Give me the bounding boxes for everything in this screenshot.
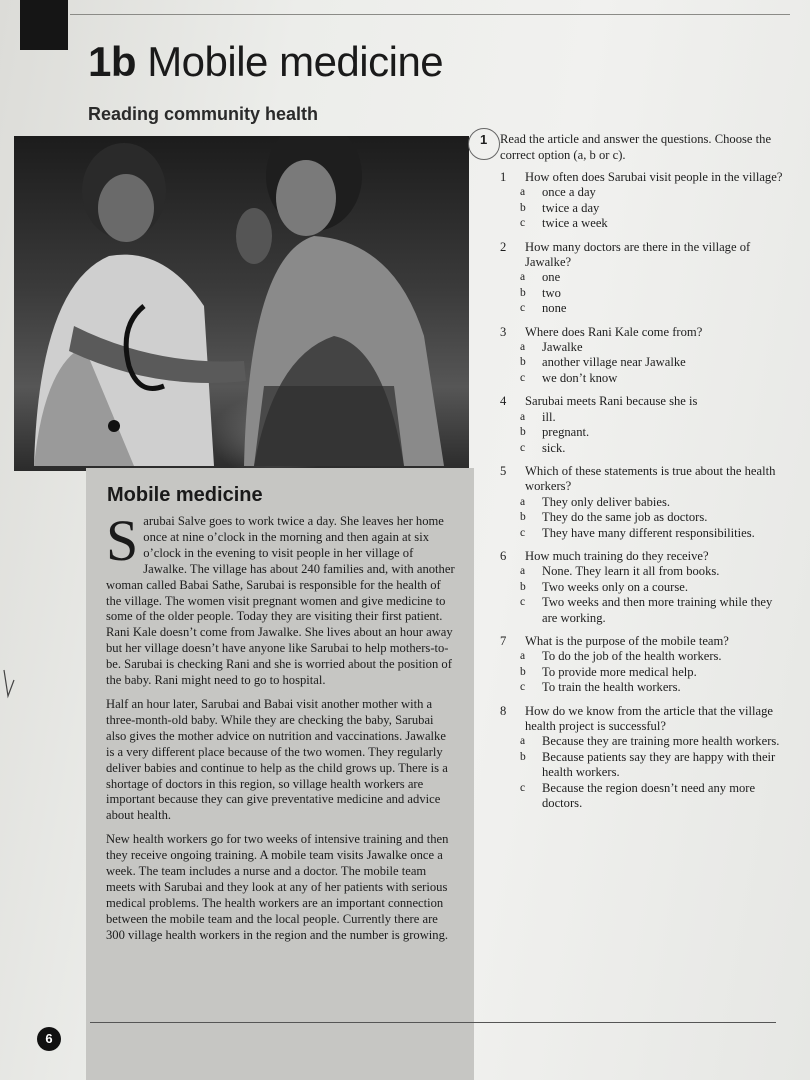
page-number: 6	[37, 1027, 61, 1051]
option-text: They only deliver babies.	[542, 494, 670, 509]
answer-option	[520, 750, 790, 781]
answer-option	[520, 781, 790, 812]
option-letter: b	[520, 511, 526, 524]
question-number: 1	[500, 170, 507, 184]
option-letter: a	[520, 650, 526, 663]
question-list	[500, 170, 790, 819]
question-number: 3	[500, 324, 507, 339]
drop-cap: S	[106, 508, 139, 573]
option-text: Because the region doesn’t need any more doctors.	[542, 780, 756, 811]
question-item	[500, 170, 790, 232]
question-number: 8	[500, 703, 507, 718]
answer-option	[520, 564, 790, 579]
question-number: 4	[500, 394, 507, 409]
option-text: twice a week	[542, 216, 608, 231]
question-text: Sarubai meets Rani because she is	[525, 394, 698, 409]
question-item	[500, 394, 790, 456]
option-letter: b	[520, 580, 526, 593]
answer-option	[520, 301, 790, 316]
answer-option	[520, 410, 790, 425]
answer-option	[520, 425, 790, 440]
answer-option	[520, 649, 790, 664]
task-number: 1	[480, 132, 488, 147]
section-subtitle: Reading community health	[88, 104, 319, 124]
answer-option	[520, 355, 790, 370]
photo	[14, 136, 469, 471]
option-letter: c	[520, 526, 526, 539]
option-text: To provide more medical help.	[542, 664, 697, 679]
option-letter: c	[520, 217, 526, 230]
option-text: two	[542, 285, 561, 300]
option-text: None. They learn it all from books.	[542, 564, 720, 579]
answer-option	[520, 371, 790, 386]
option-letter: a	[520, 410, 526, 423]
question-text: How many doctors are there in the village of Jawalke?	[525, 239, 751, 270]
answer-option	[520, 270, 790, 285]
option-text: Two weeks and then more training while they are working.	[542, 595, 773, 625]
option-text: we don’t know	[542, 370, 618, 385]
option-text: one	[542, 270, 561, 285]
option-letter: c	[520, 371, 526, 384]
option-letter: b	[520, 426, 526, 439]
option-letter: c	[520, 441, 526, 454]
answer-option	[520, 580, 790, 595]
option-letter: a	[520, 186, 526, 199]
task-text: Read the article and answer the questions. Choose the correct option (a, b or c).	[500, 132, 772, 162]
answer-option	[520, 441, 790, 456]
paragraph-1-text: arubai Salve goes to work twice a day. She leaves her home once at nine o’clock in the morning and then again at six o’clock in the evening to visit people in her village of Jawalke. The village has about 240 families and, with another woman called Babai Sathe, Sarubai is responsible for the health of the village. The women visit pregnant women and give medicine to some of the older people. Today they are visiting their first patient. Rani Kale doesn’t come from Jawalke. She lives about an hour away but her village doesn’t have anyone like Sarubai to help mothers-to-be. Sarubai is checking Rani and she is worried about the position of the baby. Rani might need to go to hospital.	[106, 514, 455, 688]
question-text: How often does Sarubai visit people in the village?	[525, 170, 783, 184]
pencil-check-mark	[2, 668, 16, 700]
article-title: Mobile medicine	[107, 484, 263, 506]
answer-option	[520, 734, 790, 749]
answer-option	[520, 201, 790, 216]
article-body	[106, 508, 456, 952]
top-rule	[70, 14, 790, 15]
photo-illustration	[14, 136, 469, 471]
answer-option	[520, 216, 790, 231]
option-text: They have many different responsibilities.	[542, 525, 755, 540]
answer-option	[520, 340, 790, 355]
unit-code: 1b	[88, 38, 137, 85]
question-text: How do we know from the article that the village health project is successful?	[525, 703, 773, 733]
question-number: 7	[500, 633, 507, 648]
question-item	[500, 634, 790, 696]
option-text: pregnant.	[542, 425, 590, 440]
page-title	[88, 38, 443, 86]
answer-option	[520, 665, 790, 680]
option-text: Two weeks only on a course.	[542, 579, 689, 594]
option-text: another village near Jawalke	[542, 355, 686, 370]
answer-option	[520, 185, 790, 200]
option-text: To train the health workers.	[542, 680, 681, 695]
article-paragraph-1	[106, 508, 456, 689]
option-text: Because they are training more health workers.	[542, 734, 780, 749]
question-text: Where does Rani Kale come from?	[525, 324, 703, 339]
question-item	[500, 325, 790, 387]
question-number: 2	[500, 239, 507, 254]
option-letter: a	[520, 565, 526, 578]
option-letter: a	[520, 495, 526, 508]
answer-option	[520, 595, 790, 626]
question-number: 5	[500, 463, 507, 478]
option-text: Because patients say they are happy with their health workers.	[542, 749, 776, 780]
question-item	[500, 240, 790, 317]
bottom-rule	[90, 1022, 776, 1023]
option-text: twice a day	[542, 200, 600, 215]
task-instruction	[480, 132, 780, 163]
answer-option	[520, 526, 790, 541]
article-paragraph-2: Half an hour later, Sarubai and Babai visit another mother with a three-month-old baby. While they are checking the baby, Sarubai also gives the mother advice on nutrition and vaccinations. Jawalke is a very different place because of the two women. They regularly deliver babies and continue to help as the child grows up. There is a shortage of doctors in this region, so village health workers are important because they can give preventative medicine and advice about health.	[106, 696, 448, 823]
question-text: How much training do they receive?	[525, 548, 709, 563]
answer-option	[520, 510, 790, 525]
option-letter: b	[520, 356, 526, 369]
option-letter: b	[520, 665, 526, 678]
unit-title: Mobile medicine	[147, 38, 444, 85]
corner-tab	[20, 0, 68, 50]
article-paragraph-3: New health workers go for two weeks of intensive training and then they receive ongoing training. A mobile team visits Jawalke once a week. The team includes a nurse and a doctor. The mobile team meets with Sarubai and they look at any of her patients with serious medical problems. The health workers are an important connection between the mobile team and the local people. Currently there are 300 village health workers in the region and the number is growing.	[106, 832, 449, 942]
option-letter: b	[520, 286, 526, 299]
option-letter: b	[520, 201, 526, 214]
question-number: 6	[500, 548, 507, 563]
option-letter: c	[520, 681, 526, 694]
option-letter: c	[520, 596, 526, 609]
option-letter: c	[520, 781, 526, 794]
question-text: Which of these statements is true about the health workers?	[525, 463, 776, 494]
option-text: They do the same job as doctors.	[542, 510, 708, 525]
option-text: Jawalke	[542, 340, 583, 355]
question-item	[500, 549, 790, 626]
answer-option	[520, 680, 790, 695]
question-item	[500, 704, 790, 812]
option-letter: a	[520, 341, 526, 354]
answer-option	[520, 286, 790, 301]
option-text: To do the job of the health workers.	[542, 649, 722, 664]
question-item	[500, 464, 790, 541]
option-letter: a	[520, 735, 526, 748]
option-letter: c	[520, 302, 526, 315]
question-text: What is the purpose of the mobile team?	[525, 633, 729, 648]
option-text: ill.	[542, 409, 556, 424]
answer-option	[520, 495, 790, 510]
option-text: once a day	[542, 185, 596, 200]
option-letter: b	[520, 750, 526, 763]
option-text: none	[542, 301, 567, 316]
option-letter: a	[520, 271, 526, 284]
option-text: sick.	[542, 440, 566, 455]
